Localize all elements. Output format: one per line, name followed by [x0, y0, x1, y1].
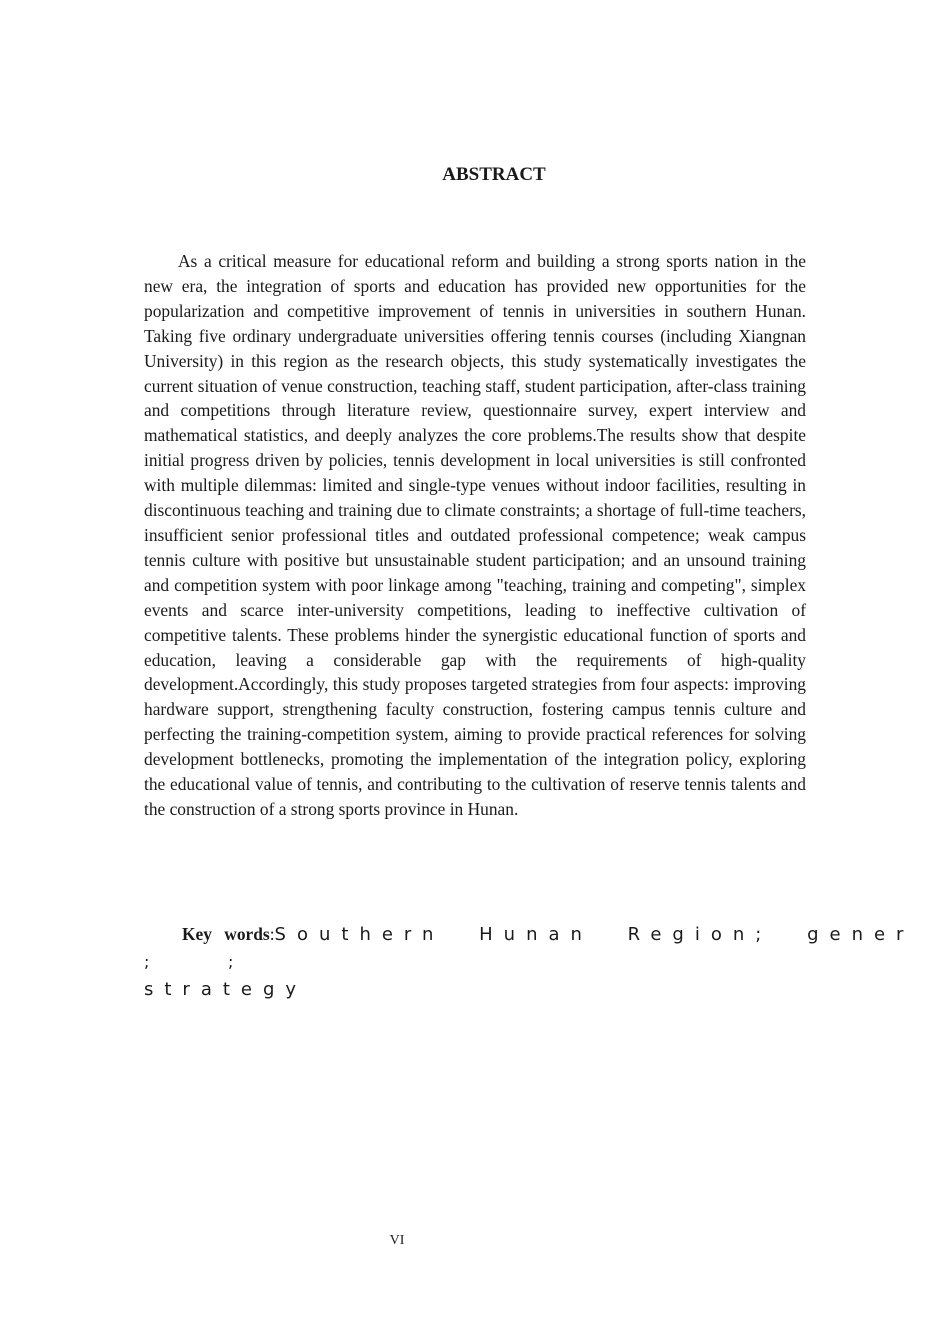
keywords-line-1	[144, 920, 950, 948]
keywords-line-2	[144, 948, 950, 976]
abstract-heading: ABSTRACT	[442, 164, 546, 185]
page-number: VI	[389, 1233, 405, 1248]
keywords-section	[144, 920, 950, 1006]
keywords-line-3: strategy	[144, 979, 308, 1000]
keywords-colon: :	[269, 924, 275, 944]
keywords-list-start: Southern Hunan Region; gener	[274, 924, 915, 945]
keywords-separator: ;	[228, 952, 234, 971]
keywords-separator: ;	[144, 952, 150, 971]
keywords-label: Key words	[182, 924, 270, 944]
abstract-body: As a critical measure for educational reform and building a strong sports nation in the new era, the integration of sports and education has provided new opportunities for the popularization and competitive improvement of tennis in universities in southern Hunan. Taking five ordinary undergraduate universities offering tennis courses (including Xiangnan University) in this region as the research objects, this study systematically investigates the current situation of venue construction, teaching staff, student participation, after-class training and competitions through literature review, questionnaire survey, expert interview and mathematical statistics, and deeply analyzes the core problems.The results show that despite initial progress driven by policies, tennis development in local universities is still confronted with multiple dilemmas: limited and single-type venues without indoor facilities, resulting in discontinuous teaching and training due to climate constraints; a shortage of full-time teachers, insufficient senior professional titles and outdated professional competence; weak campus tennis culture with positive but unsustainable student participation; and an unsound training and competition system with poor linkage among "teaching, training and competing", simplex events and scarce inter-university competitions, leading to ineffective cultivation of competitive talents. These problems hinder the synergistic educational function of sports and education, leaving a considerable gap with the requirements of high-quality development.Accordingly, this study proposes targeted strategies from four aspects: improving hardware support, strengthening faculty construction, fostering campus tennis culture and perfecting the training-competition system, aiming to provide practical references for solving development bottlenecks, promoting the implementation of the integration policy, exploring the educational value of tennis, and contributing to the cultivation of reserve tennis talents and the construction of a strong sports province in Hunan.	[144, 251, 806, 819]
